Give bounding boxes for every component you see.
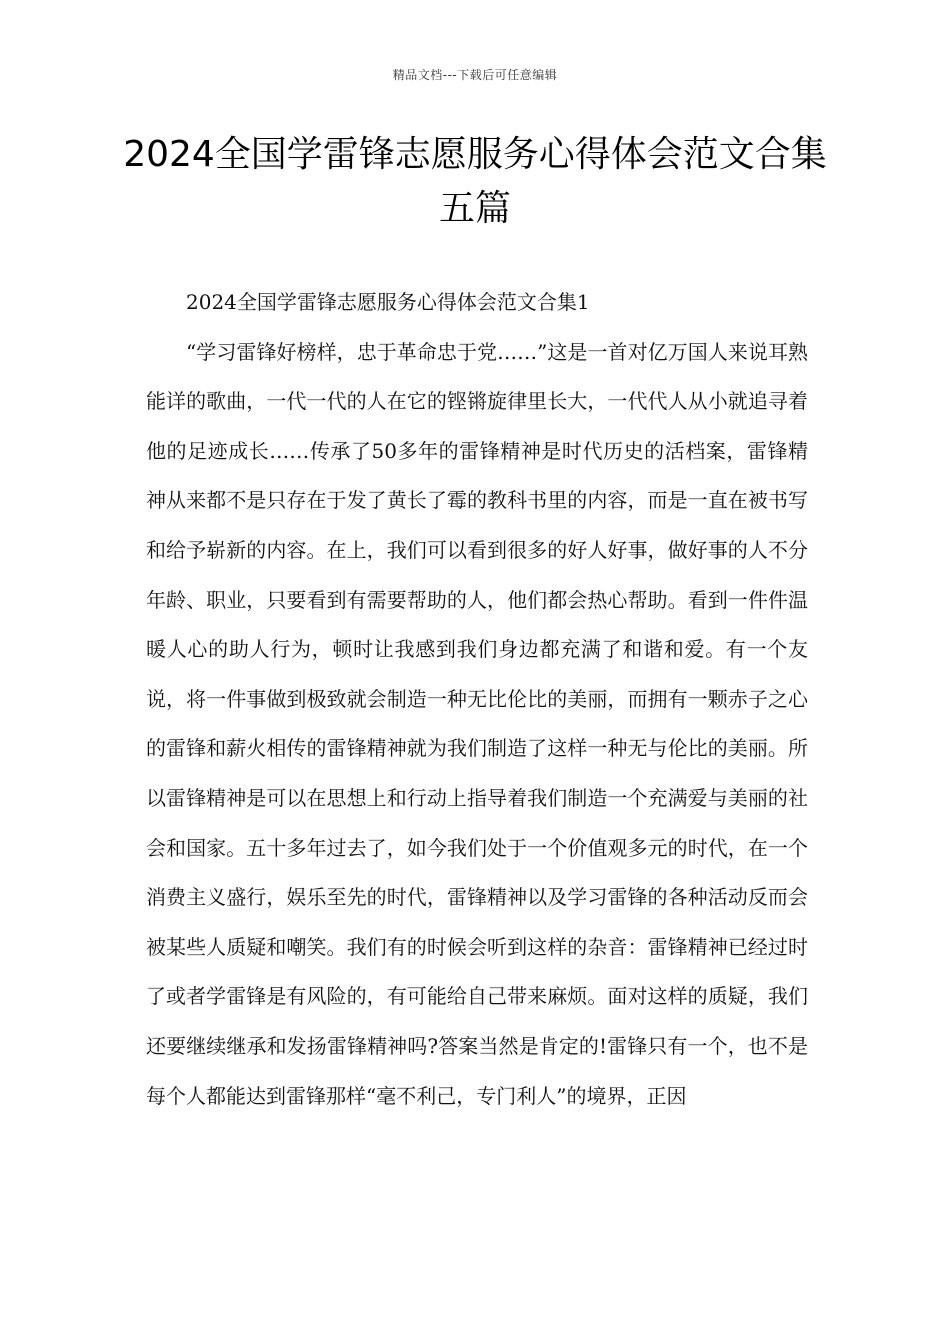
document-title: 2024全国学雷锋志愿服务心得体会范文合集五篇 <box>123 134 827 229</box>
section-heading: 2024全国学雷锋志愿服务心得体会范文合集1 <box>186 290 590 314</box>
document-body <box>146 278 808 1121</box>
page-header-note: 精品文档---下载后可任意编辑 <box>392 68 558 82</box>
body-paragraph: “学习雷锋好榜样，忠于革命忠于党……”这是一首对亿万国人来说耳熟能详的歌曲，一代一代的人在它的铿锵旋律里长大，一代代人从小就追寻着他的足迹成长……传承了50多年的雷锋精神是时代历史的活档案，雷锋精神从来都不是只存在于发了黄长了霉的教科书里的内容，而是一直在被书写和给予崭新的内容。在上，我们可以看到很多的好人好事，做好事的人不分年龄、职业，只要看到有需要帮助的人，他们都会热心帮助。看到一件件温暖人心的助人行为，顿时让我感到我们身边都充满了和谐和爱。有一个友说，将一件事做到极致就会制造一种无比伦比的美丽，而拥有一颗赤子之心的雷锋和薪火相传的雷锋精神就为我们制造了这样一种无与伦比的美丽。所以雷锋精神是可以在思想上和行动上指导着我们制造一个充满爱与美丽的社会和国家。五十多年过去了，如今我们处于一个价值观多元的时代，在一个消费主义盛行，娱乐至先的时代，雷锋精神以及学习雷锋的各种活动反而会被某些人质疑和嘲笑。我们有的时候会听到这样的杂音：雷锋精神已经过时了或者学雷锋是有风险的，有可能给自己带来麻烦。面对这样的质疑，我们还要继续继承和发扬雷锋精神吗?答案当然是肯定的!雷锋只有一个，也不是每个人都能达到雷锋那样“毫不利己，专门利人”的境界，正因 <box>146 339 808 1108</box>
